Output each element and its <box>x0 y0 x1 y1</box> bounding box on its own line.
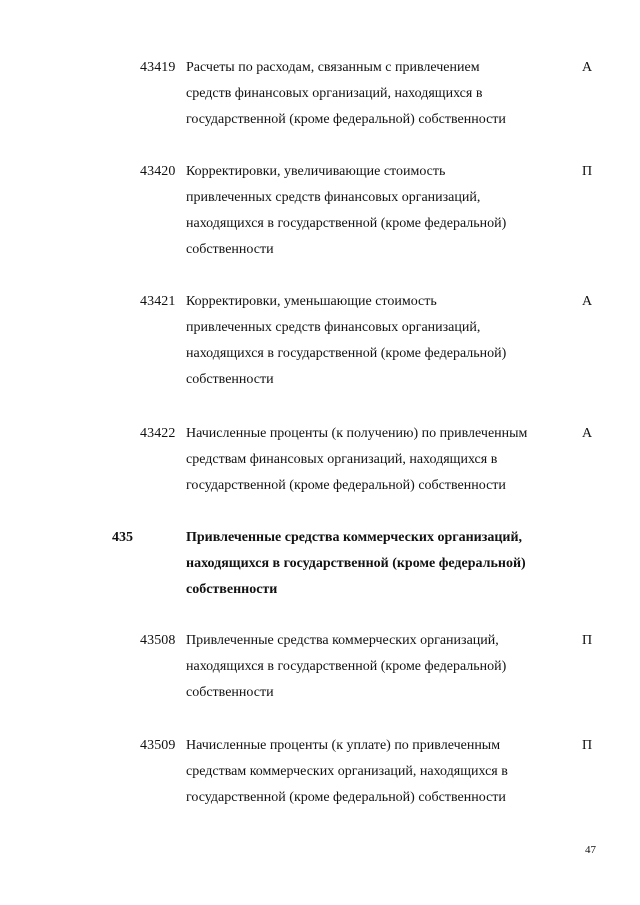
account-description: Корректировки, увеличивающие стоимость привлеченных средств финансовых организаций, находящихся в государственной (кроме федеральной) собственности <box>186 164 507 257</box>
account-description: Корректировки, уменьшающие стоимость привлеченных средств финансовых организаций, находящихся в государственной (кроме федеральной) собственности <box>186 294 507 387</box>
account-type: П <box>582 164 593 179</box>
account-description: Привлеченные средства коммерческих организаций, находящихся в государственной (кроме федеральной) собственности <box>186 633 507 700</box>
account-code: 43508 <box>140 633 176 648</box>
account-description: Расчеты по расходам, связанным с привлечением средств финансовых организаций, находящихся в государственной (кроме федеральной) собственности <box>186 60 506 127</box>
account-type: А <box>582 60 593 75</box>
account-description: Начисленные проценты (к уплате) по привлеченным средствам коммерческих организаций, находящихся в государственной (кроме федеральной) собственности <box>186 738 508 805</box>
account-code: 43509 <box>140 738 176 753</box>
account-type: А <box>582 426 593 441</box>
account-code: 43420 <box>140 164 176 179</box>
account-code: 43421 <box>140 294 176 309</box>
page-number: 47 <box>585 844 596 856</box>
account-code: 43419 <box>140 60 176 75</box>
section-code: 435 <box>112 530 133 545</box>
section-title: Привлеченные средства коммерческих организаций, находящихся в государственной (кроме федеральной) собственности <box>186 530 526 597</box>
account-description: Начисленные проценты (к получению) по привлеченным средствам финансовых организаций, находящихся в государственной (кроме федеральной) собственности <box>186 426 528 493</box>
account-type: П <box>582 738 593 753</box>
account-code: 43422 <box>140 426 176 441</box>
account-type: П <box>582 633 593 648</box>
account-type: А <box>582 294 593 309</box>
